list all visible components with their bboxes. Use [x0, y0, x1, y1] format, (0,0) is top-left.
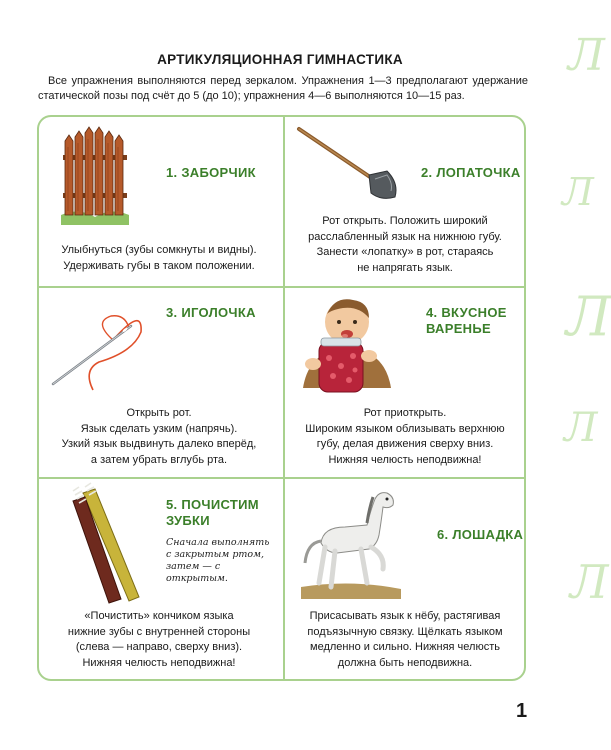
- exercise-description: Рот приоткрыть. Широким языком облизывать верхнюю губу, делая движения сверху вниз. Нижняя челюсть неподвижна!: [305, 407, 505, 466]
- child-jam-icon: [299, 292, 395, 396]
- exercise-card-2: [285, 117, 527, 286]
- exercise-card-6: [285, 479, 527, 681]
- exercise-title: 3. ИГОЛОЧКА: [166, 305, 256, 320]
- exercise-card-1: [39, 117, 281, 286]
- exercise-title: 2. ЛОПАТОЧКА: [421, 165, 521, 180]
- exercise-title: 5. ПОЧИСТИМ ЗУБКИ: [166, 497, 259, 528]
- horse-icon: [297, 483, 405, 599]
- exercise-card-3: [39, 288, 281, 477]
- decorative-letters: Л Л Л Л Л: [562, 30, 611, 609]
- exercise-title: 1. ЗАБОРЧИК: [166, 165, 256, 180]
- exercise-note: Сначала выполнять с закрытым ртом, затем — с открытым.: [166, 537, 270, 584]
- exercise-title: 4. ВКУСНОЕ ВАРЕНЬЕ: [426, 305, 507, 336]
- exercise-description: Открыть рот. Язык сделать узким (напрячь). Узкий язык выдвинуть далеко вперёд, а затем убрать вглубь рта.: [61, 407, 257, 466]
- exercise-card-4: [285, 288, 527, 477]
- page-number: 1: [516, 700, 528, 722]
- page-title: АРТИКУЛЯЦИОННАЯ ГИМНАСТИКА: [157, 52, 403, 67]
- exercise-description: Рот открыть. Положить широкий расслабленный язык на нижнюю губу. Занести «лопатку» в рот, стараясь не напрягать язык.: [308, 215, 502, 274]
- exercise-card-5: [39, 479, 281, 681]
- exercise-description: «Почистить» кончиком языка нижние зубы с внутренней стороны (слева — направо, сверху вниз). Нижняя челюсть неподвижна!: [67, 610, 251, 669]
- toothbrush-icon: [65, 485, 145, 605]
- fence-icon: [59, 127, 131, 225]
- exercise-description: Улыбнуться (зубы сомкнуты и видны). Удерживать губы в таком положении.: [61, 244, 257, 272]
- needle-icon: [53, 302, 153, 392]
- exercise-description: Присасывать язык к нёбу, растягивая подъязычную связку. Щёлкать языком медленно и сильно. Нижняя челюсть должна быть неподвижна.: [307, 610, 503, 669]
- intro-text: Все упражнения выполняются перед зеркалом. Упражнения 1—3 предполагают удержание статической позы под счёт до 5 (до 10); упражнения 4—6 выполняются 10—15 раз.: [38, 75, 528, 102]
- exercise-grid: [37, 115, 526, 681]
- shovel-icon: [295, 125, 405, 203]
- exercise-title: 6. ЛОШАДКА: [437, 527, 524, 542]
